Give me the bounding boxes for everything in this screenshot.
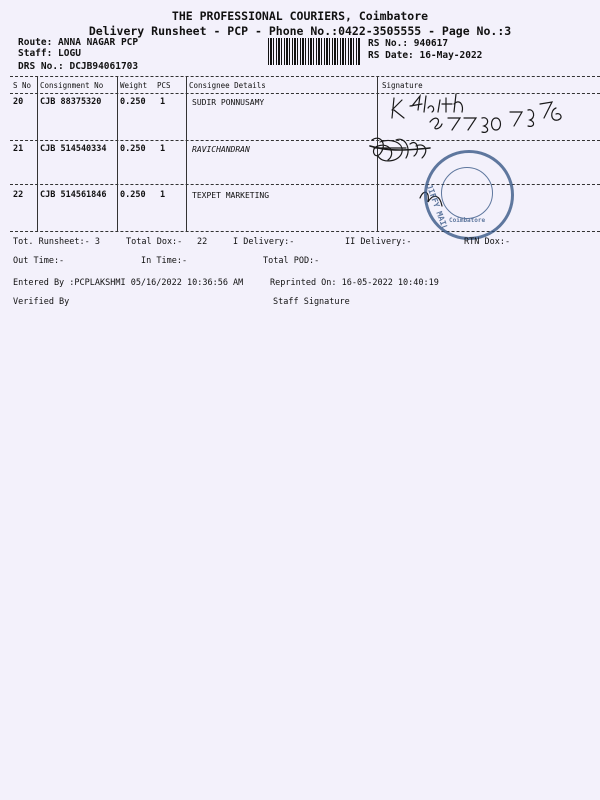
reprinted-on: Reprinted On: 16-05-2022 10:40:19 — [270, 278, 439, 288]
out-time: Out Time:- — [13, 256, 65, 266]
row-consignment: CJB 88375320 — [40, 97, 102, 107]
row-pcs: 1 — [160, 190, 166, 200]
row-pcs: 1 — [160, 97, 166, 107]
barcode — [268, 38, 360, 65]
rtn-dox: RTN Dox:- — [464, 237, 511, 247]
col-divider — [186, 77, 187, 231]
col-divider — [117, 77, 118, 231]
row-pcs: 1 — [160, 144, 166, 154]
tot-runsheet: Tot. Runsheet:- 3 — [13, 237, 100, 247]
staff-signature: Staff Signature — [273, 297, 350, 307]
entered-by: Entered By :PCPLAKSHMI 05/16/2022 10:36:56 AM — [13, 278, 244, 288]
col-header-consignee: Consignee Details — [189, 81, 266, 90]
total-pod: Total POD:- — [263, 256, 320, 266]
col-header-sno: S No — [13, 81, 32, 90]
staff-label: Staff: LOGU — [18, 48, 81, 59]
row-sno: 22 — [13, 190, 24, 200]
row-consignee: TEXPET MARKETING — [192, 191, 270, 200]
row-sno: 21 — [13, 144, 24, 154]
verified-by: Verified By — [13, 297, 70, 307]
col-header-pcs: PCS — [157, 81, 171, 90]
row-consignee: RAVICHANDRAN — [192, 145, 250, 154]
route-label: Route: ANNA NAGAR PCP — [18, 37, 139, 48]
rs-date: RS Date: 16-May-2022 — [368, 50, 483, 61]
row-consignment: CJB 514540334 — [40, 144, 107, 154]
col-header-signature: Signature — [382, 81, 423, 90]
row-weight: 0.250 — [120, 97, 146, 107]
table-bottom-line — [10, 231, 600, 232]
row-sno: 20 — [13, 97, 24, 107]
row-consignee: SUDIR PONNUSAMY — [192, 98, 265, 107]
i-delivery: I Delivery:- — [233, 237, 295, 247]
stamp-city: Coimbatore — [449, 217, 486, 224]
in-time: In Time:- — [141, 256, 188, 266]
row-weight: 0.250 — [120, 144, 146, 154]
table-top-line — [10, 76, 600, 77]
drs-number: DRS No.: DCJB94061703 — [18, 61, 139, 72]
company-stamp — [424, 150, 514, 240]
rs-number: RS No.: 940617 — [368, 38, 449, 49]
ii-delivery: II Delivery:- — [345, 237, 412, 247]
row-consignment: CJB 514561846 — [40, 190, 107, 200]
runsheet-subtitle: Delivery Runsheet - PCP - Phone No.:0422-3505555 - Page No.:3 — [88, 24, 512, 38]
total-dox-label: Total Dox:- — [126, 237, 183, 247]
col-header-weight: Weight — [120, 81, 148, 90]
row-weight: 0.250 — [120, 190, 146, 200]
total-dox-value: 22 — [197, 237, 208, 247]
company-title: THE PROFESSIONAL COURIERS, Coimbatore — [171, 9, 429, 23]
stamp-text: JIFFY MAIL — [424, 183, 450, 232]
col-header-consignment: Consignment No — [40, 81, 104, 90]
col-divider — [37, 77, 38, 231]
